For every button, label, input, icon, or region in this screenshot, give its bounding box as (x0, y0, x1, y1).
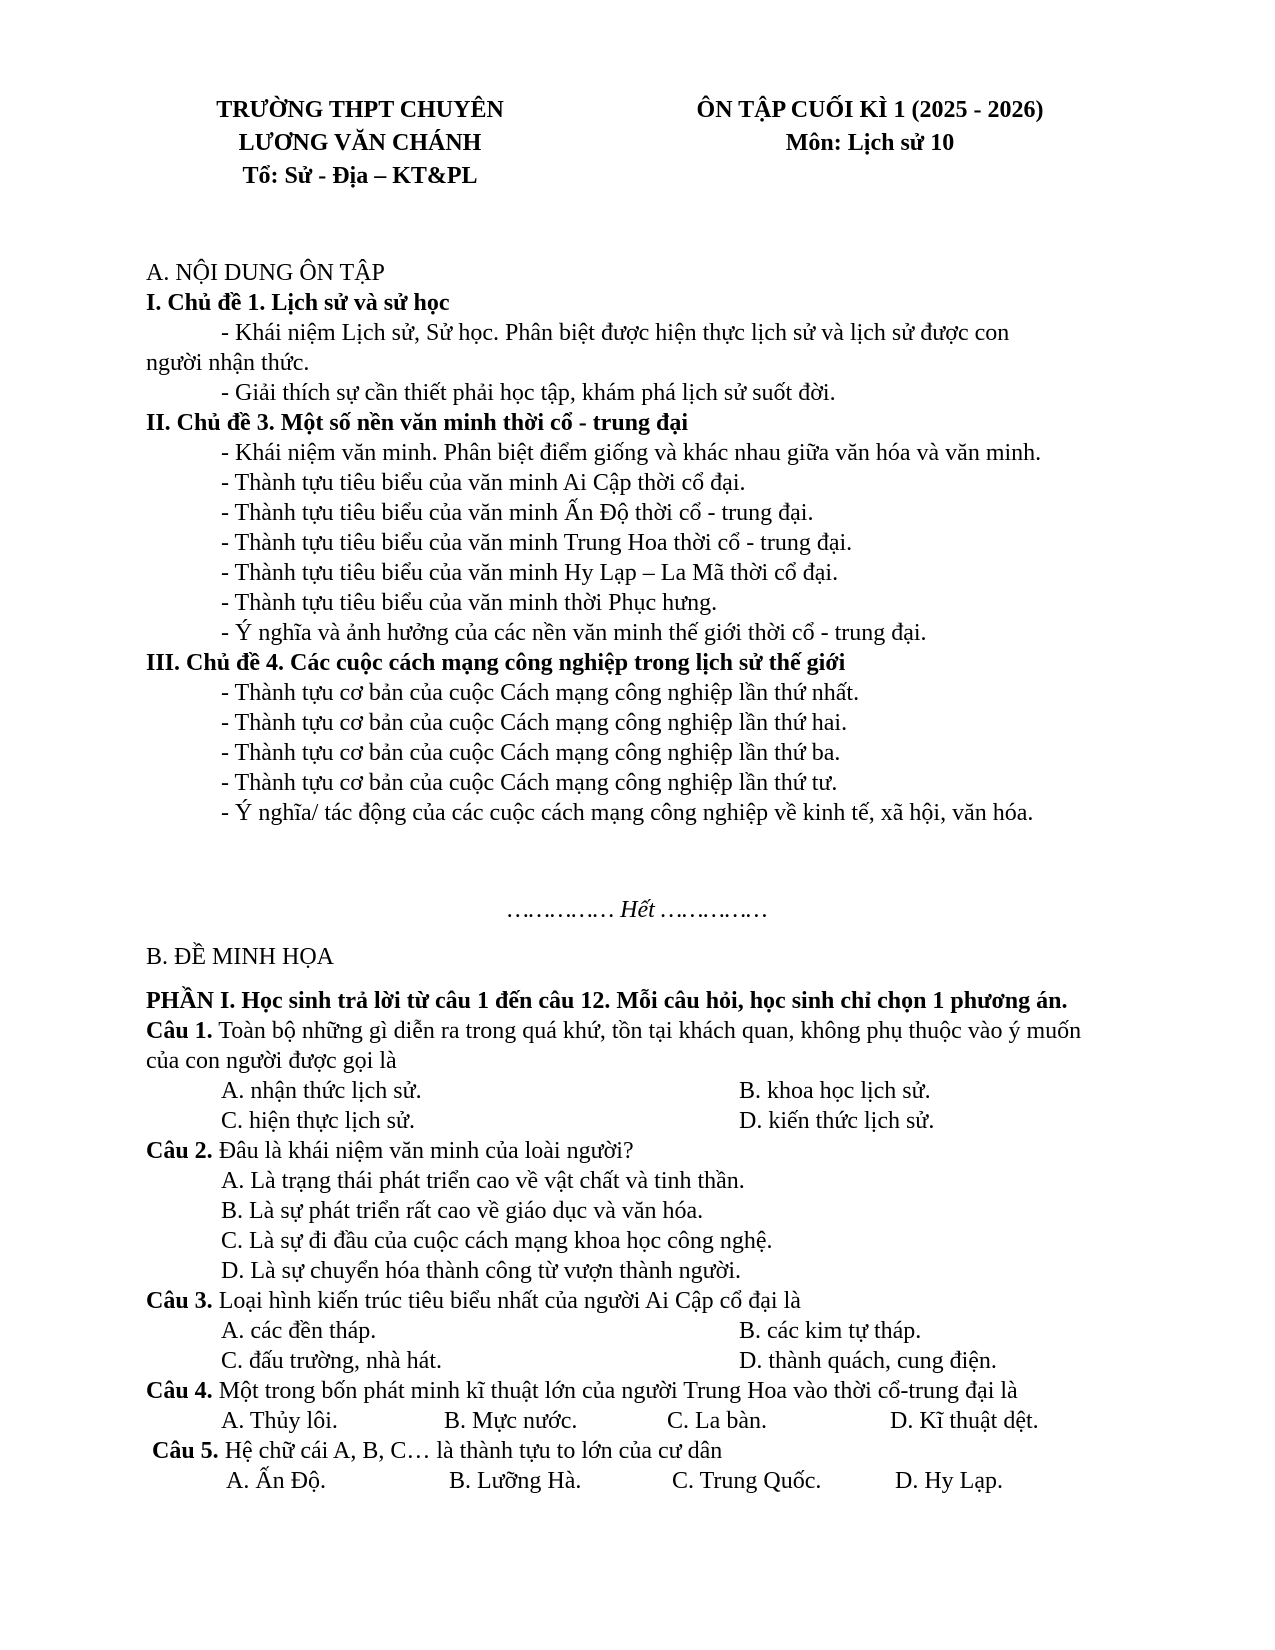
option-b: B. các kim tự tháp. (739, 1318, 922, 1344)
option-c: C. hiện thực lịch sử. (221, 1108, 415, 1134)
section-b-title: B. ĐỀ MINH HỌA (146, 944, 334, 970)
question-3-options-row1 (146, 1316, 1156, 1346)
topic2-item: - Thành tựu tiêu biểu của văn minh Ấn Độ thời cổ - trung đại. (221, 500, 814, 526)
option-d: D. Hy Lạp. (895, 1468, 1003, 1494)
option-a: A. Ấn Độ. (226, 1468, 326, 1494)
question-4 (146, 1376, 1156, 1406)
topic3-title: III. Chủ đề 4. Các cuộc cách mạng công nghiệp trong lịch sử thế giới (146, 650, 846, 676)
topic2-item: - Thành tựu tiêu biểu của văn minh Trung Hoa thời cổ - trung đại. (221, 530, 853, 556)
topic3-item: - Thành tựu cơ bản của cuộc Cách mạng công nghiệp lần thứ tư. (221, 770, 838, 796)
option-a: A. các đền tháp. (221, 1318, 377, 1344)
topic2-item: - Thành tựu tiêu biểu của văn minh thời Phục hưng. (221, 590, 718, 616)
option-c: C. Trung Quốc. (672, 1468, 822, 1494)
school-name-line1: TRƯỜNG THPT CHUYÊN (216, 97, 504, 123)
option-b: B. khoa học lịch sử. (739, 1078, 931, 1104)
question-1-text-cont: của con người được gọi là (146, 1048, 397, 1074)
section-a-title: A. NỘI DUNG ÔN TẬP (146, 260, 385, 286)
school-name-line2: LƯƠNG VĂN CHÁNH (238, 130, 482, 156)
question-text: Đâu là khái niệm văn minh của loài người? (218, 1138, 634, 1164)
question-label: Câu 1. (146, 1018, 213, 1044)
question-text: Loại hình kiến trúc tiêu biểu nhất của người Ai Cập cổ đại là (218, 1288, 801, 1314)
school-header (150, 94, 570, 193)
topic2-item: - Thành tựu tiêu biểu của văn minh Hy Lạp – La Mã thời cổ đại. (221, 560, 839, 586)
topic2-item: - Thành tựu tiêu biểu của văn minh Ai Cập thời cổ đại. (221, 470, 746, 496)
option-b: B. Lưỡng Hà. (449, 1468, 582, 1494)
question-text: Hệ chữ cái A, B, C… là thành tựu to lớn của cư dân (224, 1438, 723, 1464)
topic3-item: - Thành tựu cơ bản của cuộc Cách mạng công nghiệp lần thứ hai. (221, 710, 848, 736)
option-c: C. La bàn. (667, 1408, 767, 1434)
question-1 (146, 1016, 1156, 1046)
topic2-title: II. Chủ đề 3. Một số nền văn minh thời cổ - trung đại (146, 410, 689, 436)
section-a (146, 258, 1156, 828)
question-4-options (146, 1406, 1156, 1436)
question-5 (146, 1436, 1156, 1466)
topic1-item-1b: người nhận thức. (146, 350, 310, 376)
exam-header (650, 94, 1090, 160)
question-1-options-row2 (146, 1106, 1156, 1136)
option-b: B. Mực nước. (444, 1408, 578, 1434)
option-d: D. kiến thức lịch sử. (739, 1108, 935, 1134)
question-3 (146, 1286, 1156, 1316)
exam-title: ÔN TẬP CUỐI KÌ 1 (2025 - 2026) (696, 97, 1044, 123)
question-text: Một trong bốn phát minh kĩ thuật lớn của người Trung Hoa vào thời cổ-trung đại là (218, 1378, 1018, 1404)
end-mark: …………… Hết …………… (507, 897, 768, 923)
option-d: D. Kĩ thuật dệt. (890, 1408, 1039, 1434)
option-d: D. Là sự chuyển hóa thành công từ vượn thành người. (221, 1258, 741, 1284)
topic3-item: - Thành tựu cơ bản của cuộc Cách mạng công nghiệp lần thứ nhất. (221, 680, 860, 706)
topic2-item: - Khái niệm văn minh. Phân biệt điểm giống và khác nhau giữa văn hóa và văn minh. (221, 440, 1042, 466)
question-3-options-row2 (146, 1346, 1156, 1376)
question-label: Câu 3. (146, 1288, 213, 1314)
question-5-options (146, 1466, 1156, 1496)
option-c: C. đấu trường, nhà hát. (221, 1348, 442, 1374)
option-c: C. Là sự đi đầu của cuộc cách mạng khoa học công nghệ. (221, 1228, 773, 1254)
subject: Môn: Lịch sử 10 (785, 130, 955, 156)
question-label: Câu 2. (146, 1138, 213, 1164)
topic1-title: I. Chủ đề 1. Lịch sử và sử học (146, 290, 450, 316)
topic2-item: - Ý nghĩa và ảnh hưởng của các nền văn minh thế giới thời cổ - trung đại. (221, 620, 927, 646)
option-a: A. nhận thức lịch sử. (221, 1078, 422, 1104)
section-b (146, 942, 1156, 1496)
option-b: B. Là sự phát triển rất cao về giáo dục và văn hóa. (221, 1198, 704, 1224)
question-text: Toàn bộ những gì diễn ra trong quá khứ, tồn tại khách quan, không phụ thuộc vào ý muốn (218, 1018, 1082, 1044)
option-a: A. Thủy lôi. (221, 1408, 338, 1434)
department: Tổ: Sử - Địa – KT&PL (242, 163, 478, 189)
option-a: A. Là trạng thái phát triển cao về vật chất và tinh thần. (221, 1168, 745, 1194)
question-label: Câu 4. (146, 1378, 213, 1404)
question-1-options-row1 (146, 1076, 1156, 1106)
question-2 (146, 1136, 1156, 1166)
part1-instruction: PHẦN I. Học sinh trả lời từ câu 1 đến câu 12. Mỗi câu hỏi, học sinh chỉ chọn 1 phương án. (146, 988, 1068, 1014)
topic1-item-1a: - Khái niệm Lịch sử, Sử học. Phân biệt được hiện thực lịch sử và lịch sử được con (221, 320, 1010, 346)
option-d: D. thành quách, cung điện. (739, 1348, 997, 1374)
topic3-item: - Ý nghĩa/ tác động của các cuộc cách mạng công nghiệp về kinh tế, xã hội, văn hóa. (221, 800, 1034, 826)
question-label: Câu 5. (152, 1438, 219, 1464)
topic3-item: - Thành tựu cơ bản của cuộc Cách mạng công nghiệp lần thứ ba. (221, 740, 841, 766)
topic1-item-2: - Giải thích sự cần thiết phải học tập, khám phá lịch sử suốt đời. (221, 380, 836, 406)
